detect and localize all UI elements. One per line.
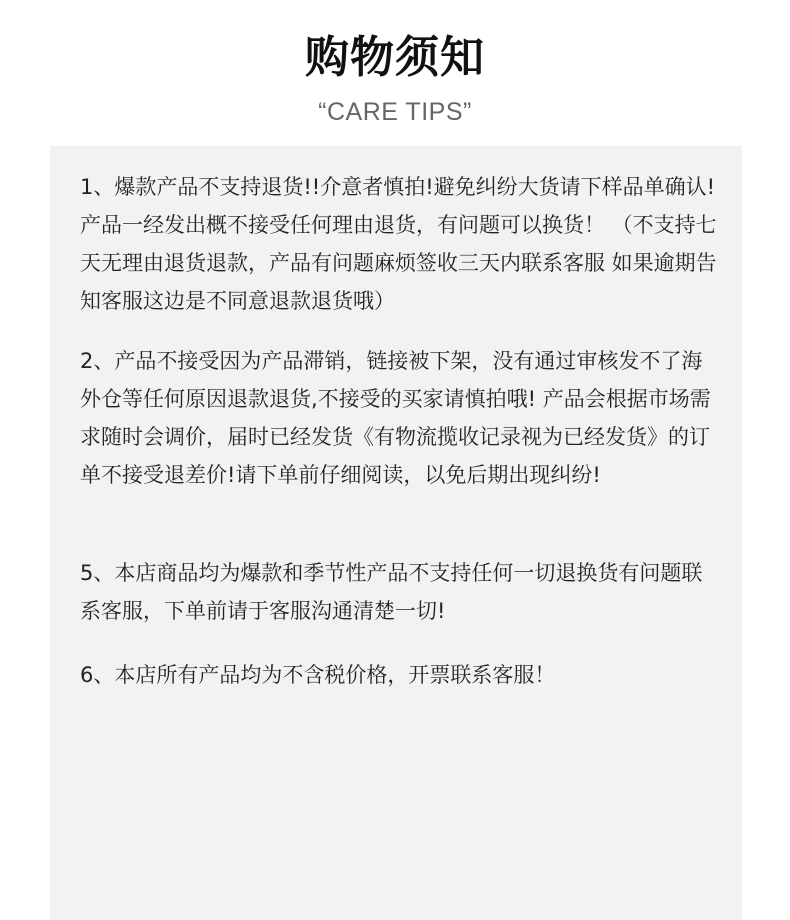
notice-item-6: 6、本店所有产品均为不含税价格，开票联系客服！ [80, 663, 556, 687]
page-subtitle: “CARE TIPS” [318, 98, 472, 126]
page-header [0, 28, 790, 128]
page-title: 购物须知 [305, 32, 485, 83]
notice-item-1: 1、爆款产品不支持退货!!介意者慎拍!避免纠纷大货请下样品单确认!产品一经发出概不接受任何理由退货，有问题可以换货！ （不支持七天无理由退货退款，产品有问题麻烦签收三天内联系客服 如果逾期告知客服这边是不同意退款退货哦） [80, 175, 717, 313]
notice-item-2: 2、产品不接受因为产品滞销，链接被下架，没有通过审核发不了海外仓等任何原因退款退货,不接受的买家请慎拍哦! 产品会根据市场需求随时会调价，届时已经发货《有物流揽收记录视为已经发货》的订单不接受退差价!请下单前仔细阅读，以免后期出现纠纷! [80, 349, 711, 487]
notice-panel [50, 146, 742, 920]
notice-item-5: 5、本店商品均为爆款和季节性产品不支持任何一切退换货有问题联系客服，下单前请于客服沟通清楚一切! [80, 561, 703, 623]
